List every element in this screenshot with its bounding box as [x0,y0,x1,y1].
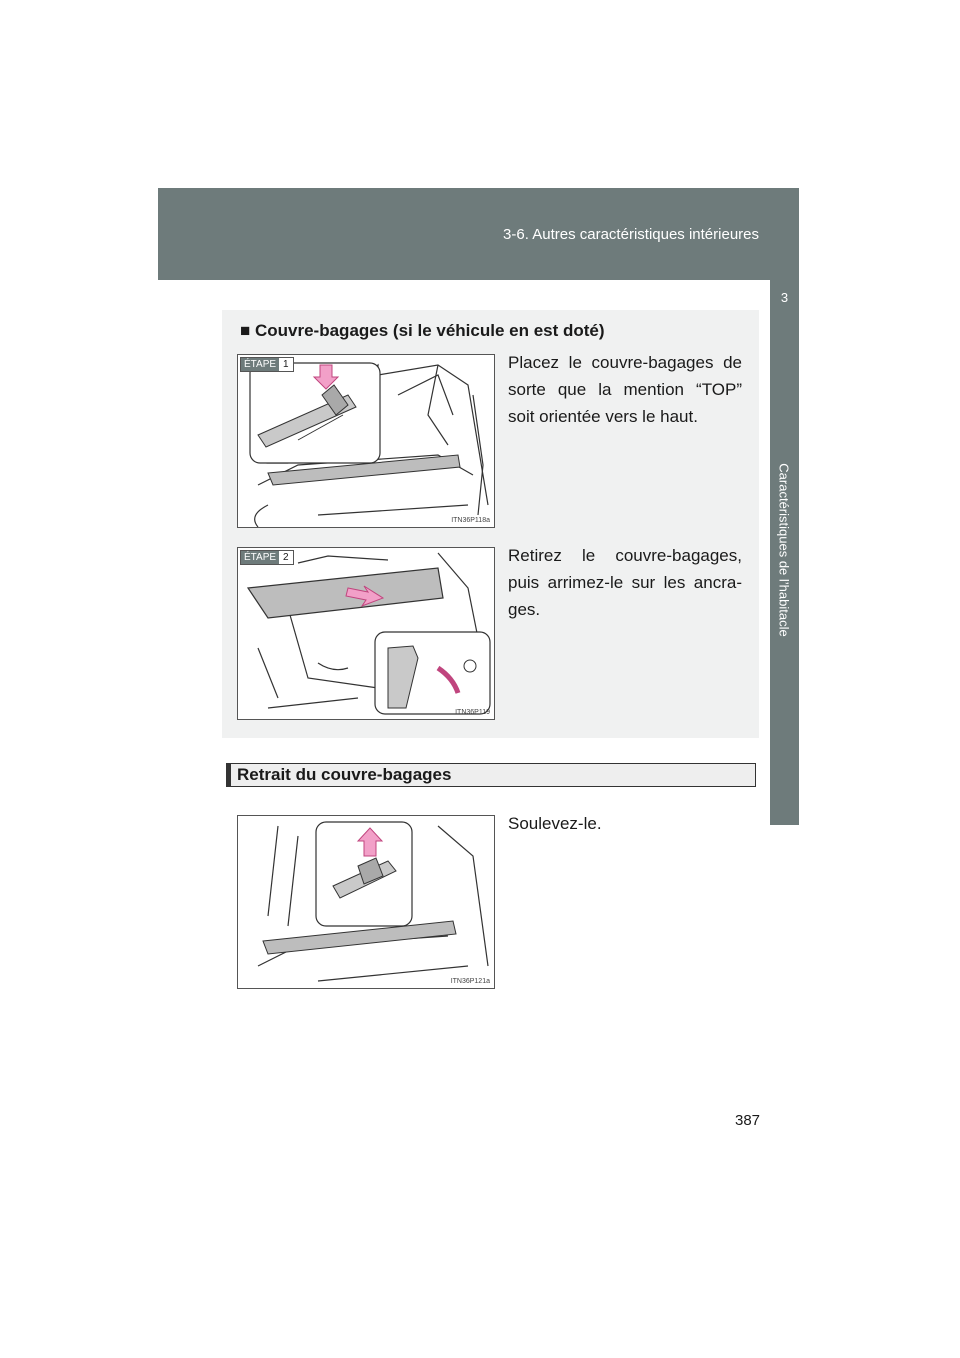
cargo-cover-illustration [238,816,494,988]
removal-heading: Retrait du couvre-bagages [226,763,756,787]
removal-text: Soulevez-le. [508,814,602,833]
step-1-figure [237,354,495,528]
cargo-cover-illustration [238,355,494,527]
side-tab-text: Caractéristiques de l’habitacle [776,463,792,637]
side-tab-number: 3 [780,290,789,305]
step-2-text: Retirez le couvre-bagages, puis arrimez-le sur les ancra-ges. [508,546,742,619]
chapter-title: 3-6. Autres caractéristiques intérieures [503,226,759,243]
figure-code: ITN36P121a [450,978,490,985]
figure-code: ITN36P119 [455,709,490,716]
step-2-figure [237,547,495,720]
step-1-text: Placez le couvre-bagages de sorte que la mention “TOP” soit orientée vers le haut. [508,353,742,426]
figure-code: ITN36P118a [451,517,490,524]
removal-figure [237,815,495,989]
page-number: 387 [735,1112,761,1129]
step-badge: ÉTAPE 2 [240,550,294,565]
section-title: ■ Couvre-bagages (si le véhicule en est doté) [240,321,605,340]
step-badge: ÉTAPE 1 [240,357,294,372]
cargo-cover-illustration [238,548,494,719]
header-band [158,188,799,280]
